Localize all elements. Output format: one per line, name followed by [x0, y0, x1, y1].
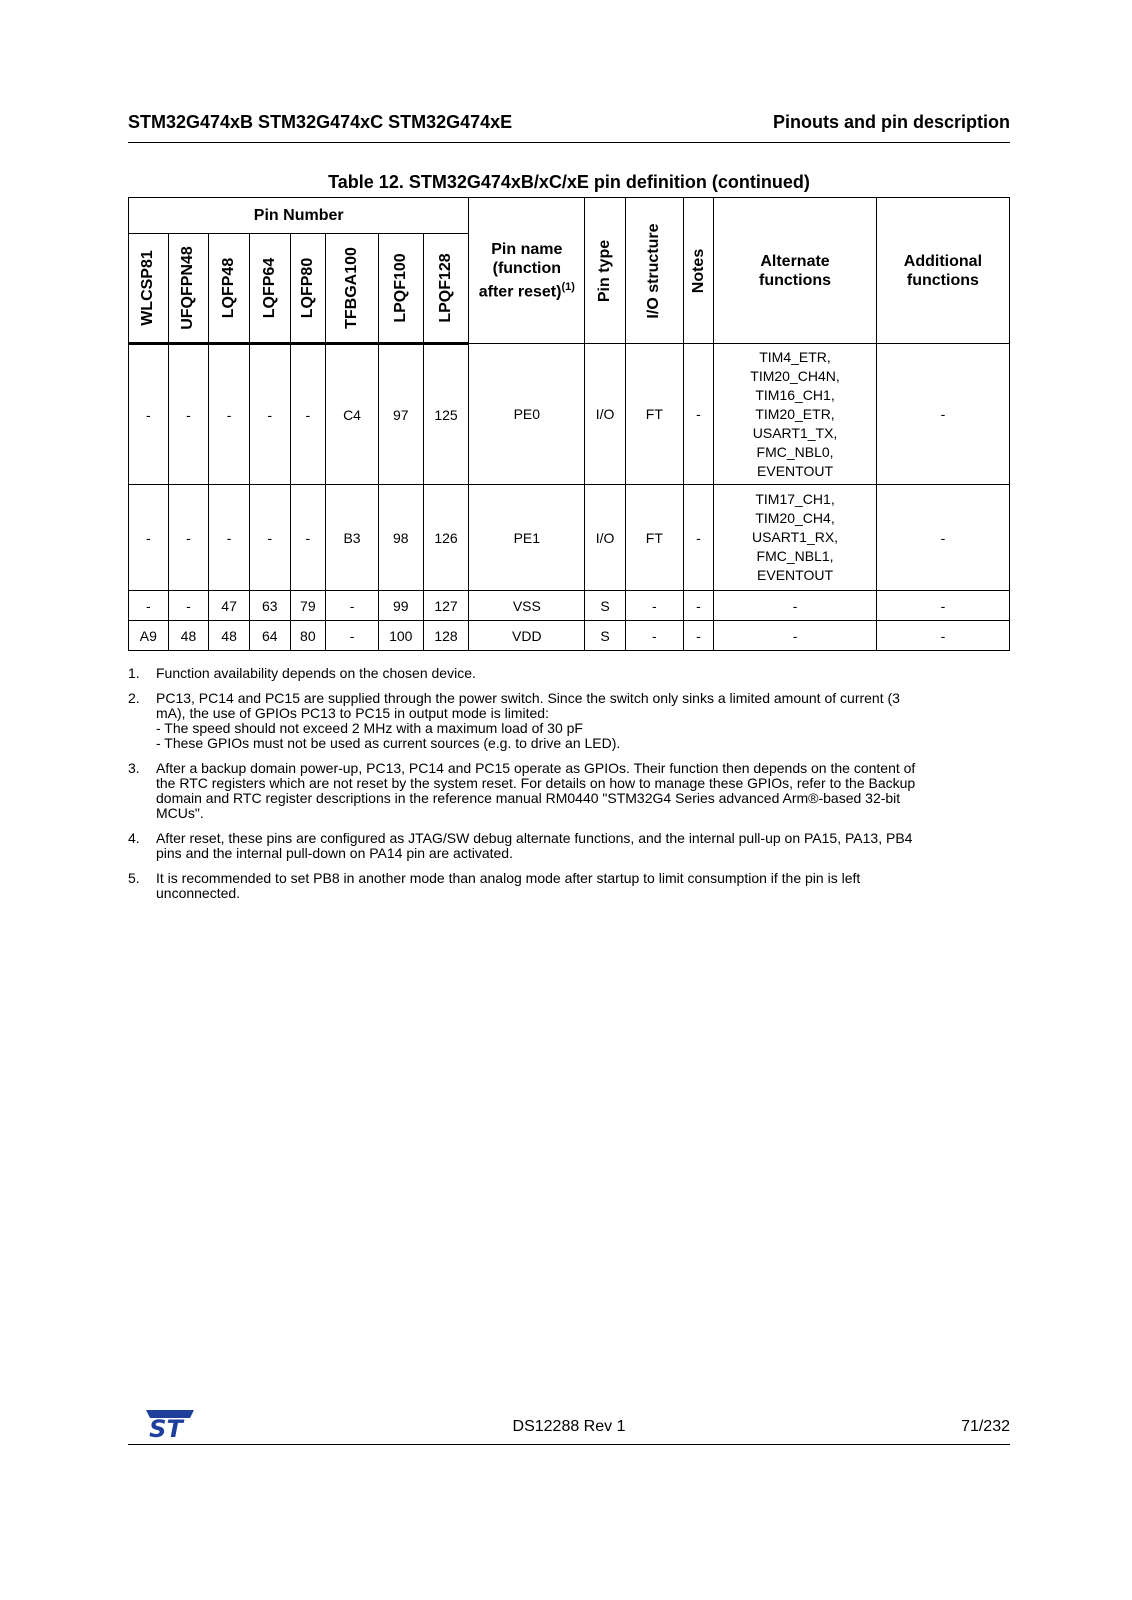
- pin-type-header: [585, 198, 626, 344]
- pin-cell: 126: [423, 485, 469, 591]
- alternate-function: TIM20_CH4,: [755, 510, 835, 526]
- st-logo-text: ST: [149, 1415, 183, 1442]
- alternate-functions-header: [714, 198, 877, 344]
- pin-name-header-line3-text: after reset): [478, 283, 562, 301]
- table-row: [129, 591, 1010, 621]
- io-structure-cell: FT: [625, 485, 683, 591]
- pin-type-cell: I/O: [585, 344, 626, 485]
- pin-cell: -: [249, 485, 290, 591]
- pin-cell: 64: [249, 621, 290, 651]
- pin-name-header: [469, 198, 585, 344]
- footnote-line: MCUs".: [156, 805, 204, 821]
- package-header-wlcsp81: [129, 234, 169, 344]
- package-header-text: LQFP64: [260, 257, 278, 319]
- pin-cell: -: [129, 485, 169, 591]
- table-row: [129, 621, 1010, 651]
- header-device-names: STM32G474xB STM32G474xC STM32G474xE: [128, 112, 513, 132]
- table-row: [129, 344, 1010, 485]
- notes-cell: -: [683, 344, 713, 485]
- footnote-line: unconnected.: [156, 885, 241, 901]
- pin-cell: -: [290, 485, 326, 591]
- pin-name-header-line3: [469, 278, 584, 301]
- pin-cell: B3: [326, 485, 379, 591]
- pin-cell: 128: [423, 621, 469, 651]
- pin-cell: -: [129, 591, 169, 621]
- additional-functions-cell: -: [876, 344, 1009, 485]
- package-header-lqfp64: [249, 234, 290, 344]
- pin-name-header-line1: Pin name: [491, 240, 563, 258]
- pin-cell: C4: [326, 344, 379, 485]
- package-header-tfbga100: [326, 234, 379, 344]
- pin-cell: 80: [290, 621, 326, 651]
- pin-name-cell: PE0: [469, 344, 585, 485]
- document-id: DS12288 Rev 1: [512, 1418, 626, 1435]
- alternate-functions-cell: [714, 485, 877, 591]
- notes-header-text: Notes: [689, 248, 707, 293]
- footnote: [128, 691, 998, 751]
- notes-header: [683, 198, 713, 344]
- footnote-line: PC13, PC14 and PC15 are supplied through the power switch. Since the switch only sinks a limited amount of current (3: [156, 690, 900, 706]
- footnote-number: 3.: [128, 760, 140, 776]
- pin-cell: 125: [423, 344, 469, 485]
- pin-cell: -: [209, 344, 250, 485]
- alternate-function: USART1_RX,: [751, 529, 839, 545]
- pin-cell: 79: [290, 591, 326, 621]
- package-header-lpqf100: [378, 234, 423, 344]
- additional-functions-header: [876, 198, 1009, 344]
- pin-cell: 127: [423, 591, 469, 621]
- footnote: [128, 871, 998, 901]
- additional-header-line1: Additional: [903, 252, 983, 270]
- pin-name-cell: PE1: [469, 485, 585, 591]
- pin-cell: 99: [378, 591, 423, 621]
- footnote-line: mA), the use of GPIOs PC13 to PC15 in output mode is limited:: [156, 705, 549, 721]
- page-header: [128, 108, 1010, 143]
- pin-name-header-line2: (function: [492, 259, 562, 277]
- footnote-line: - The speed should not exceed 2 MHz with a maximum load of 30 pF: [156, 720, 583, 736]
- footnote-line: - These GPIOs must not be used as current sources (e.g. to drive an LED).: [156, 735, 621, 751]
- package-header-text: LPQF100: [391, 253, 409, 323]
- notes-cell: -: [683, 591, 713, 621]
- io-structure-cell: -: [625, 621, 683, 651]
- pin-cell: 47: [209, 591, 250, 621]
- table-row: [129, 485, 1010, 591]
- package-header-text: LPQF128: [437, 253, 455, 323]
- pin-name-cell: VSS: [469, 591, 585, 621]
- io-structure-header-text: I/O structure: [645, 222, 663, 319]
- footnote-number: 1.: [128, 665, 140, 681]
- pin-cell: -: [249, 344, 290, 485]
- footnote: [128, 761, 998, 821]
- alternate-function: TIM17_CH1,: [755, 491, 835, 507]
- alternate-function: TIM16_CH1,: [755, 386, 835, 403]
- package-header-lqfp48: [209, 234, 250, 344]
- table-title: Table 12. STM32G474xB/xC/xE pin definition (continued): [328, 172, 810, 192]
- pin-cell: 48: [209, 621, 250, 651]
- alternate-functions-cell: [714, 344, 877, 485]
- pin-type-header-text: Pin type: [596, 239, 614, 302]
- pin-type-cell: S: [585, 591, 626, 621]
- pin-cell: -: [290, 344, 326, 485]
- pin-cell: 98: [378, 485, 423, 591]
- package-header-ufqfpn48: [168, 234, 209, 344]
- alternate-functions-cell: -: [714, 591, 877, 621]
- footnote-line: After reset, these pins are configured as JTAG/SW debug alternate functions, and the internal pull-up on PA15, PA13, PB4: [156, 830, 913, 846]
- package-header-text: LQFP48: [220, 257, 238, 319]
- io-structure-header: [625, 198, 683, 344]
- pin-cell: A9: [129, 621, 169, 651]
- io-structure-cell: -: [625, 591, 683, 621]
- alternate-function: FMC_NBL0,: [756, 443, 834, 460]
- pin-cell: 63: [249, 591, 290, 621]
- header-section-title: Pinouts and pin description: [772, 112, 1010, 132]
- pin-cell: -: [168, 485, 209, 591]
- footnote-line: Function availability depends on the chosen device.: [156, 665, 476, 681]
- pin-cell: -: [326, 621, 379, 651]
- footnote-line: the RTC registers which are not reset by the system reset. For details on how to manage these GPIOs, refer to the Backup: [156, 775, 916, 791]
- alternate-function: TIM20_ETR,: [755, 405, 835, 422]
- pin-name-cell: VDD: [469, 621, 585, 651]
- footnote-line: After a backup domain power-up, PC13, PC14 and PC15 operate as GPIOs. Their function then depends on the content of: [156, 760, 916, 776]
- pin-name-footnote-ref: (1): [561, 280, 575, 293]
- pin-number-header: Pin Number: [129, 198, 469, 234]
- additional-functions-cell: -: [876, 591, 1009, 621]
- footnote-number: 5.: [128, 870, 140, 886]
- pin-cell: 97: [378, 344, 423, 485]
- notes-cell: -: [683, 485, 713, 591]
- io-structure-cell: FT: [625, 344, 683, 485]
- alternate-function: USART1_TX,: [752, 424, 838, 441]
- pin-type-cell: S: [585, 621, 626, 651]
- pin-cell: -: [168, 344, 209, 485]
- package-header-text: WLCSP81: [139, 250, 157, 326]
- package-header-text: TFBGA100: [343, 247, 361, 329]
- footnote-number: 4.: [128, 830, 140, 846]
- notes-cell: -: [683, 621, 713, 651]
- pin-cell: -: [129, 344, 169, 485]
- pin-definition-table: [128, 197, 1010, 651]
- pin-cell: -: [168, 591, 209, 621]
- pin-type-cell: I/O: [585, 485, 626, 591]
- package-header-text: UFQFPN48: [179, 246, 197, 330]
- pin-cell: 100: [378, 621, 423, 651]
- pin-cell: 48: [168, 621, 209, 651]
- alternate-functions-cell: -: [714, 621, 877, 651]
- alternate-function: FMC_NBL1,: [756, 548, 834, 564]
- footnote-line: pins and the internal pull-down on PA14 pin are activated.: [156, 845, 513, 861]
- page-number: 71/232: [961, 1418, 1010, 1435]
- additional-functions-cell: -: [876, 485, 1009, 591]
- footnote-line: domain and RTC register descriptions in the reference manual RM0440 "STM32G4 Series advanced Arm®-based 32-bit: [156, 790, 901, 806]
- alternate-function: TIM4_ETR,: [759, 348, 831, 365]
- footnote-number: 2.: [128, 690, 140, 706]
- package-header-lqfp80: [290, 234, 326, 344]
- additional-header-line2: functions: [906, 271, 979, 289]
- alternate-function: EVENTOUT: [757, 567, 834, 583]
- alternate-function: TIM20_CH4N,: [750, 367, 840, 384]
- additional-functions-cell: -: [876, 621, 1009, 651]
- footnote: [128, 666, 998, 681]
- pin-cell: -: [209, 485, 250, 591]
- table-footnotes: [128, 666, 998, 911]
- footnote: [128, 831, 998, 861]
- package-header-lpqf128: [423, 234, 469, 344]
- page-footer: [128, 1410, 1010, 1445]
- alternate-header-line2: functions: [759, 271, 832, 289]
- footnote-line: It is recommended to set PB8 in another mode than analog mode after startup to limit consumption if the pin is left: [156, 870, 861, 886]
- alternate-function: EVENTOUT: [757, 462, 834, 479]
- alternate-header-line1: Alternate: [760, 252, 830, 270]
- pin-cell: -: [326, 591, 379, 621]
- package-header-text: LQFP80: [298, 257, 316, 319]
